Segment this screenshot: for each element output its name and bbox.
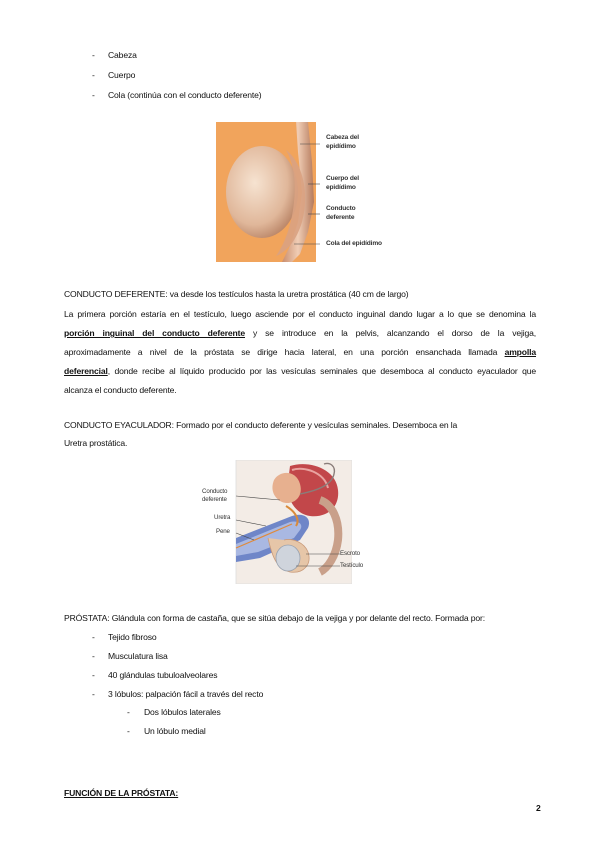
list-item-cabeza: Cabeza [108, 50, 137, 60]
label-escroto: Escroto [340, 550, 360, 557]
bullet-dash: - [92, 651, 95, 661]
prostata-heading: PRÓSTATA: [64, 613, 110, 623]
paragraph-line-4 [64, 366, 536, 377]
conducto-deferente-heading: CONDUCTO DEFERENTE: [64, 289, 168, 299]
paragraph-line-3 [64, 347, 536, 358]
label-pene: Pene [216, 528, 230, 535]
bullet-dash: - [92, 689, 95, 699]
conducto-eyaculador-line [64, 420, 457, 431]
list-item-tejido-fibroso: Tejido fibroso [108, 632, 157, 642]
paragraph-line-3-text: aproximadamente a nivel de la próstata se dirige hacia lateral, en una porción ensanchada llamada [64, 347, 505, 357]
conducto-deferente-heading-line [64, 289, 409, 300]
label-conducto-deferente-1: Conducto [326, 205, 356, 212]
label-cuerpo-epididimo-1: Cuerpo del [326, 175, 359, 182]
label-cabeza-epididimo-2: epidídimo [326, 143, 356, 150]
prostata-text: Glándula con forma de castaña, que se sitúa debajo de la vejiga y por delante del recto. Formada por: [109, 613, 485, 623]
reproductive-figure [200, 460, 364, 584]
sublist-item-medial: Un lóbulo medial [144, 726, 206, 736]
label-uretra: Uretra [214, 514, 231, 521]
bullet-dash: - [92, 90, 95, 100]
underlined-deferencial: deferencial [64, 366, 108, 376]
paragraph-line-4-rest: , donde recibe al líquido producido por las vesículas seminales que desemboca al conducto eyaculador que [107, 366, 536, 376]
label-cola-epididimo: Cola del epidídimo [326, 240, 382, 247]
list-item-lobulos: 3 lóbulos: palpación fácil a través del recto [108, 689, 264, 699]
label-conducto-deferente-fig2-1: Conducto [202, 488, 228, 495]
conducto-deferente-intro: va desde los testículos hasta la uretra prostática (40 cm de largo) [167, 289, 409, 299]
label-cabeza-epididimo-1: Cabeza del [326, 134, 359, 141]
paragraph-line-2-rest: y se introduce en la pelvis, alcanzando el dorso de la vejiga, [245, 328, 536, 338]
sublist-item-laterales: Dos lóbulos laterales [144, 707, 221, 717]
list-item-glandulas: 40 glándulas tubuloalveolares [108, 670, 218, 680]
conducto-eyaculador-heading: CONDUCTO EYACULADOR: [64, 420, 174, 430]
funcion-prostata-heading: FUNCIÓN DE LA PRÓSTATA: [64, 788, 179, 798]
page-number: 2 [536, 803, 541, 813]
paragraph-line-1: La primera porción estaría en el testículo, luego asciende por el conducto inguinal dando lugar a lo que se denomina la [64, 309, 536, 319]
paragraph-line-2 [64, 328, 536, 339]
underlined-porcion-inguinal: porción inguinal del conducto deferente [64, 328, 245, 338]
label-testiculo: Testículo [340, 562, 364, 569]
label-conducto-deferente-fig2-2: deferente [202, 496, 227, 503]
list-item-musculatura-lisa: Musculatura lisa [108, 651, 168, 661]
list-item-cola: Cola (continúa con el conducto deferente) [108, 90, 262, 100]
paragraph-line-5: alcanza el conducto deferente. [64, 385, 177, 395]
bullet-dash: - [92, 50, 95, 60]
bullet-dash: - [127, 726, 130, 736]
conducto-eyaculador-text: Formado por el conducto deferente y vesículas seminales. Desemboca en la [173, 420, 458, 430]
label-conducto-deferente-2: deferente [326, 214, 355, 221]
prostata-line [64, 613, 485, 624]
bullet-dash: - [92, 670, 95, 680]
conducto-eyaculador-text-2: Uretra prostática. [64, 438, 128, 448]
underlined-ampolla: ampolla [504, 347, 536, 357]
epididymis-figure [216, 122, 396, 262]
reproductive-illustration [200, 460, 352, 584]
bullet-dash: - [92, 70, 95, 80]
bullet-dash: - [92, 632, 95, 642]
label-cuerpo-epididimo-2: epidídimo [326, 184, 356, 191]
list-item-cuerpo: Cuerpo [108, 70, 136, 80]
bullet-dash: - [127, 707, 130, 717]
